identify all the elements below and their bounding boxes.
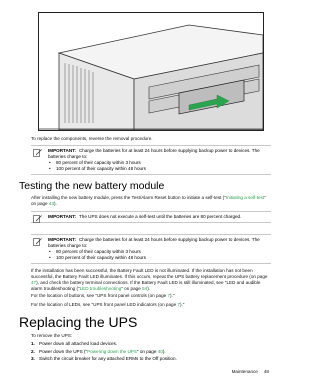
text-span: If the installation has been successful, the Battery Fault LED is not illuminated. If the installation has not been successful, the Battery Fault LED illuminates. If this occurs, repeat the UPS battery replacement procedure (on page xyxy=(31,268,268,279)
initiating-self-test-link[interactable]: Initiating a self-test xyxy=(225,195,265,200)
footer-section: Maintenance xyxy=(231,369,258,374)
page-link[interactable]: 43 xyxy=(48,201,55,206)
intro-text: To replace the components, reverse the removal procedure. xyxy=(31,136,153,141)
note-text: The UPS does not execute a self-test until the batteries are 80 percent charged. xyxy=(78,214,242,219)
note-label: IMPORTANT: xyxy=(48,148,76,153)
buttons-location-line xyxy=(31,293,271,299)
note-text: Charge the batteries for at least 24 hours before supplying backup power to devices. The batteries charge to: xyxy=(48,237,260,248)
note-label: IMPORTANT: xyxy=(48,214,76,219)
important-note-3 xyxy=(31,234,271,264)
text-span: ). xyxy=(147,286,150,291)
note-bullet: • 100 percent of their capacity within 48 hours xyxy=(48,255,271,261)
list-item xyxy=(31,340,271,348)
text-span: ), and check the battery terminal connections. If the Battery Fault LED is still illuminated, see "LED and audible alarm troubleshooting (" xyxy=(31,280,261,291)
list-item xyxy=(31,348,271,356)
list-item xyxy=(31,355,271,363)
battery-module-illustration-icon xyxy=(39,13,263,130)
text-span: " on page xyxy=(136,348,158,354)
note-bullet: • 80 percent of their capacity within 3 hours xyxy=(48,249,271,255)
page-link[interactable]: 47 xyxy=(31,280,37,285)
text-span: After installing the new battery module, press the Test/Alarm Reset button to initiate a self-test (" xyxy=(31,195,226,200)
text-span: )." xyxy=(179,302,185,307)
section-heading-replacing: Replacing the UPS xyxy=(19,314,138,330)
note-bullet: • 80 percent of their capacity within 3 hours xyxy=(48,160,271,166)
page-footer xyxy=(232,369,269,374)
text-span: For the location of LEDs, see "UPS front panel LED indicators (on page xyxy=(31,302,178,307)
step-number: 3. xyxy=(31,356,35,361)
leds-location-line xyxy=(31,302,271,308)
important-note-2 xyxy=(31,211,271,223)
text-span: )." xyxy=(170,293,175,298)
note-bullet: • 100 percent of their capacity within 48 hours xyxy=(48,166,271,172)
powering-down-link[interactable]: Powering down the UPS xyxy=(87,348,137,354)
step-text: Power down all attached load devices. xyxy=(39,341,118,346)
replacing-intro: To remove the UPS: xyxy=(31,333,73,338)
text-span: " on page xyxy=(31,195,266,206)
text-span: Power down the UPS (" xyxy=(39,348,88,354)
text-span: ). xyxy=(54,201,57,206)
page-link[interactable]: 54 xyxy=(142,286,148,291)
led-troubleshooting-link[interactable]: LED troubleshooting xyxy=(79,286,122,291)
note-label: IMPORTANT: xyxy=(48,237,76,242)
text-span: ). xyxy=(162,348,166,354)
page-link[interactable]: 7 xyxy=(167,293,171,298)
testing-paragraph xyxy=(31,195,271,207)
section-heading-testing: Testing the new battery module xyxy=(19,180,165,192)
step-number: 2. xyxy=(31,348,35,354)
important-note-1 xyxy=(31,145,271,175)
removal-steps xyxy=(31,340,271,363)
note-pencil-icon xyxy=(33,238,42,246)
note-pencil-icon xyxy=(33,149,42,157)
text-span: For the location of buttons, see "UPS front panel controls (on page xyxy=(31,293,168,298)
battery-fault-paragraph xyxy=(31,268,271,292)
note-text: Charge the batteries for at least 24 hours before supplying backup power to devices. The batteries charge to: xyxy=(48,148,260,159)
step-number: 1. xyxy=(31,341,35,346)
battery-module-figure xyxy=(38,12,264,131)
note-pencil-icon xyxy=(33,215,42,223)
step-text: Switch the circuit breaker for any attached ERMs to the Off position. xyxy=(39,356,177,361)
page-link[interactable]: 7 xyxy=(177,302,180,307)
text-span: " on page xyxy=(121,286,143,291)
page-link[interactable]: 40 xyxy=(157,348,163,354)
footer-page-number: 48 xyxy=(263,369,269,374)
